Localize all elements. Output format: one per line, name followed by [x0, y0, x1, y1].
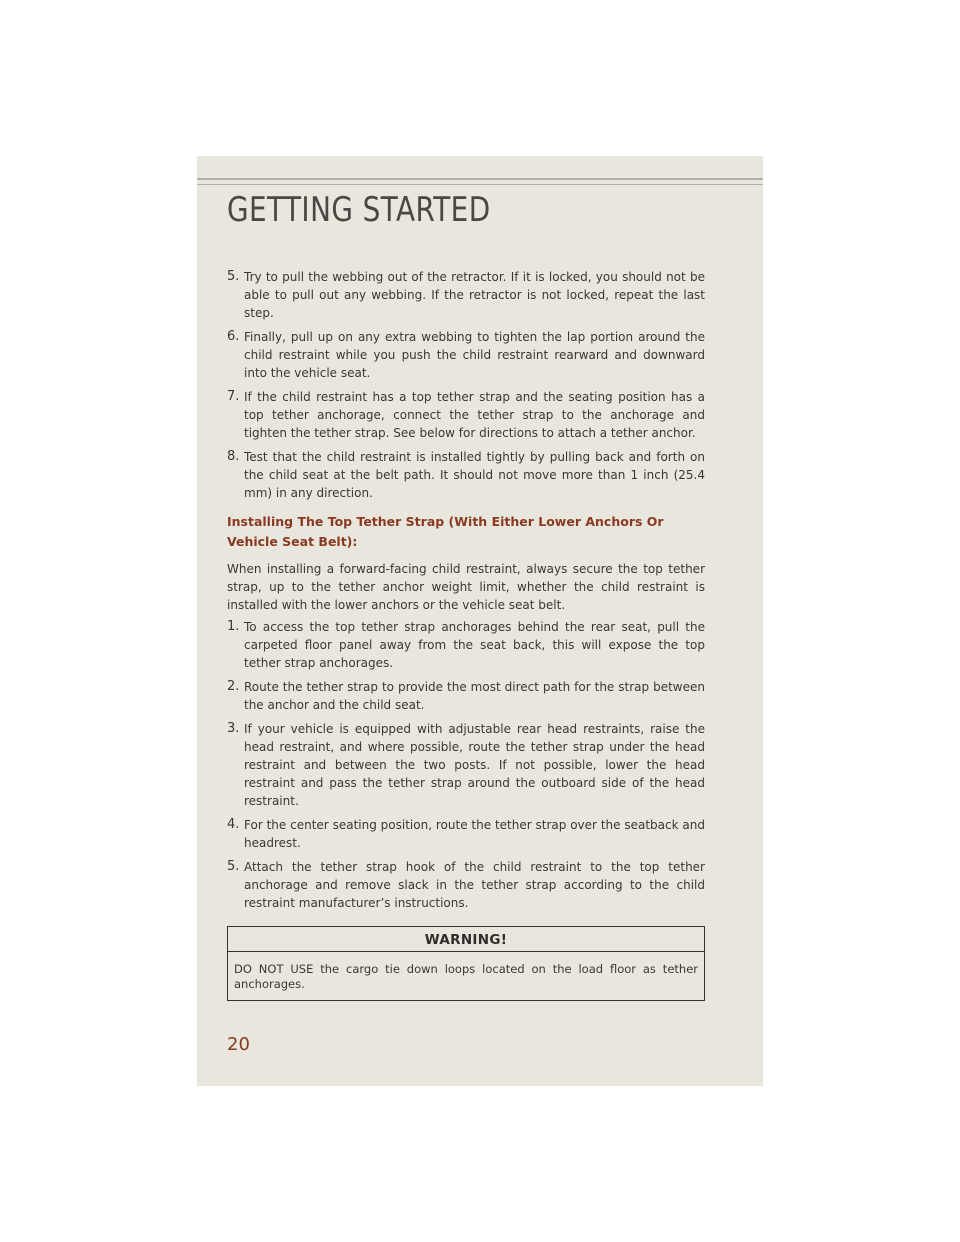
item-text: Test that the child restraint is installed tightly by pulling back and forth on the child seat at the belt path. It should not move more than 1 inch (25.4 mm) in any direction.	[244, 450, 705, 500]
page-panel	[197, 156, 763, 1086]
item-number: 7.	[227, 389, 240, 404]
item-text: For the center seating position, route the tether strap over the seatback and headrest.	[244, 818, 705, 850]
subheading: Installing The Top Tether Strap (With Either Lower Anchors Or Vehicle Seat Belt):	[227, 514, 664, 549]
item-number: 2.	[227, 679, 240, 694]
content	[227, 268, 705, 1001]
list-item	[227, 720, 705, 810]
item-text: If your vehicle is equipped with adjustable rear head restraints, raise the head restraint, and where possible, route the tether strap under the head restraint and between the two posts. If not possible, lower the head restraint and pass the tether strap around the outboard side of the head restraint.	[244, 722, 705, 808]
list-item	[227, 388, 705, 442]
warning-text: DO NOT USE the cargo tie down loops located on the load floor as tether anchorages.	[234, 962, 698, 991]
item-text: Attach the tether strap hook of the child restraint to the top tether anchorage and remove slack in the tether strap according to the child restraint manufacturer’s instructions.	[244, 860, 705, 910]
page-number: 20	[227, 1034, 250, 1055]
header-rule-bottom	[197, 184, 763, 185]
item-number: 5.	[227, 859, 240, 874]
list-item	[227, 448, 705, 502]
item-number: 8.	[227, 449, 240, 464]
header-rule-top	[197, 178, 763, 180]
item-text: Route the tether strap to provide the most direct path for the strap between the anchor and the child seat.	[244, 680, 705, 712]
item-number: 5.	[227, 269, 240, 284]
step-list-b	[227, 618, 705, 912]
item-text: Finally, pull up on any extra webbing to tighten the lap portion around the child restraint while you push the child restraint rearward and downward into the vehicle seat.	[244, 330, 705, 380]
list-item	[227, 858, 705, 912]
item-text: If the child restraint has a top tether strap and the seating position has a top tether anchorage, connect the tether strap to the anchorage and tighten the tether strap. See below for directions to attach a tether anchor.	[244, 390, 705, 440]
item-text: To access the top tether strap anchorages behind the rear seat, pull the carpeted floor panel away from the seat back, this will expose the top tether strap anchorages.	[244, 620, 705, 670]
item-number: 3.	[227, 721, 240, 736]
warning-box	[227, 926, 705, 1001]
warning-title: WARNING!	[228, 927, 704, 952]
item-number: 4.	[227, 817, 240, 832]
step-list-a	[227, 268, 705, 502]
list-item	[227, 268, 705, 322]
list-item	[227, 328, 705, 382]
list-item	[227, 618, 705, 672]
item-number: 1.	[227, 619, 240, 634]
section-header: GETTING STARTED	[227, 190, 491, 230]
list-item	[227, 816, 705, 852]
intro-paragraph: When installing a forward-facing child restraint, always secure the top tether strap, up to the tether anchor weight limit, whether the child restraint is installed with the lower anchors or the vehicle seat belt.	[227, 562, 705, 612]
item-text: Try to pull the webbing out of the retractor. If it is locked, you should not be able to pull out any webbing. If the retractor is not locked, repeat the last step.	[244, 270, 705, 320]
list-item	[227, 678, 705, 714]
item-number: 6.	[227, 329, 240, 344]
